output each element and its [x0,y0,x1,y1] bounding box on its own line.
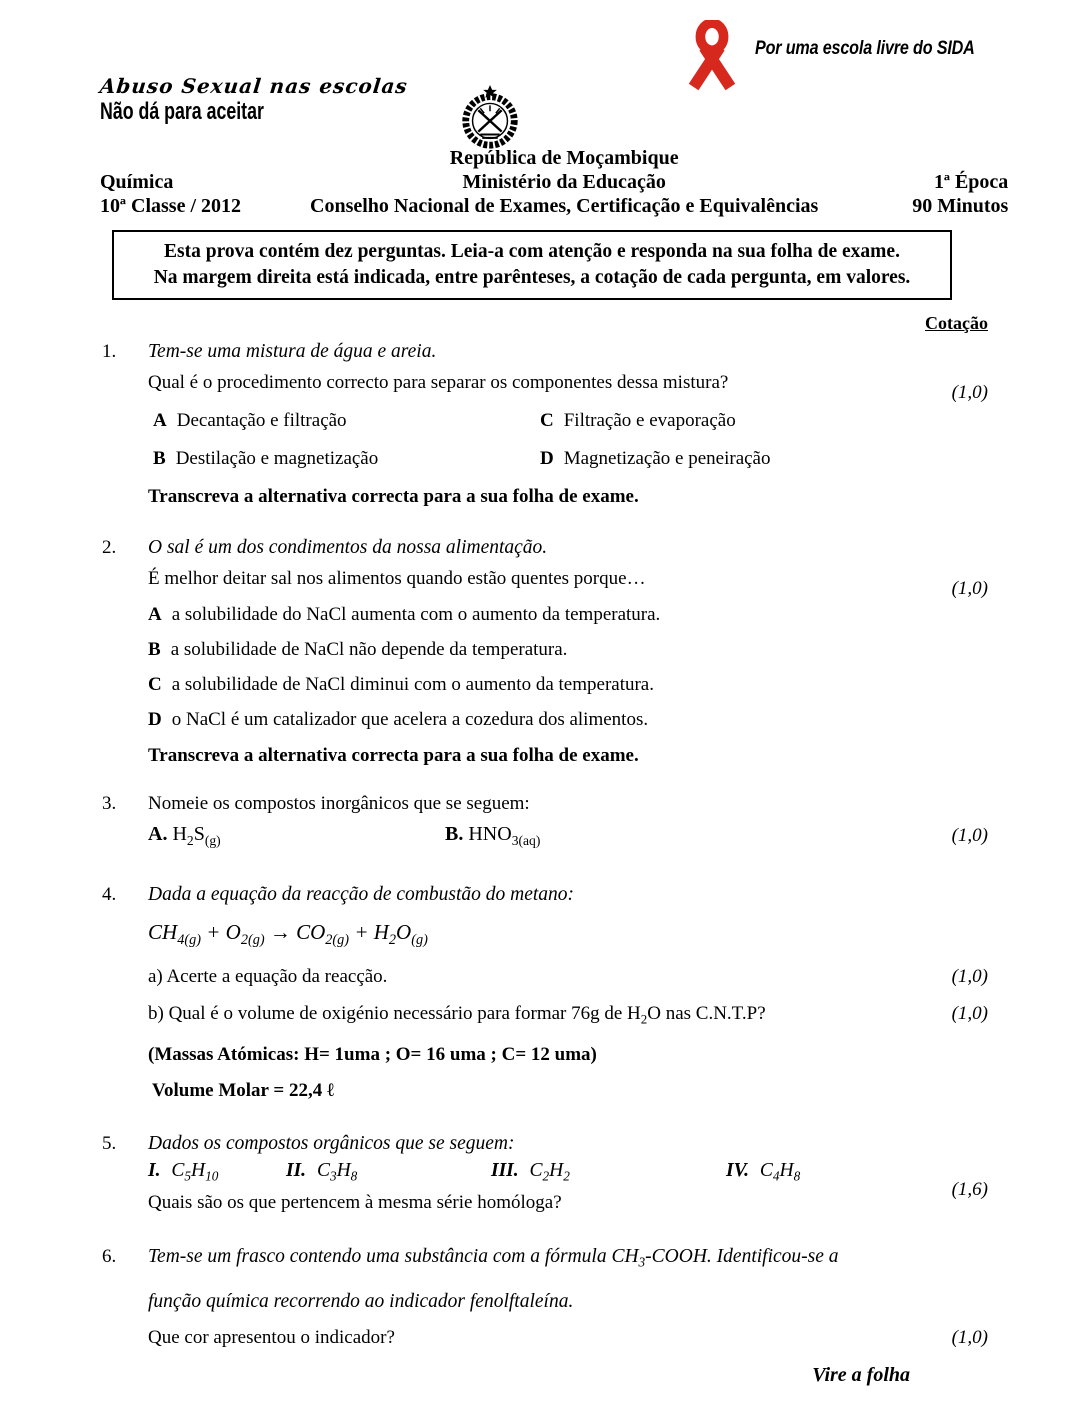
atomic-masses-note: (Massas Atómicas: H= 1uma ; O= 16 uma ; C= 12 uma) [148,1044,597,1066]
council-title: Conselho Nacional de Exames, Certificação e Equivalências [310,195,819,217]
header-right [818,146,1008,218]
question-3 [100,792,988,853]
molar-volume-note: Volume Molar = 22,4 ℓ [152,1080,335,1102]
question-6-intro-line1: Tem-se um frasco contendo uma substância com a fórmula $CH_3$-COOH. Identificou-se a [148,1245,839,1270]
instructions-box [112,230,952,300]
question-5 [100,1132,988,1215]
duration-label: 90 Minutos [912,195,1009,217]
question-6-number: 6. [102,1245,117,1267]
campaign-block [100,74,408,124]
question-4a: a) Acerte a equação da reacção. (1,0) [148,965,988,987]
option-a: A a solubilidade do NaCl aumenta com o aumento da temperatura. [148,604,661,625]
option-a: A Decantação e filtração [153,410,347,431]
option-b: B Destilação e magnetização [153,448,379,469]
question-1-transcribe: Transcreva a alternativa correcta para a sua folha de exame. [148,486,639,507]
turn-page-note: Vire a folha [812,1363,910,1386]
question-3-items [148,822,988,853]
sida-slogan: Por uma escola livre do SIDA [755,38,975,59]
compound-a: A. $H_2S_{(g)}$ [148,823,221,848]
question-5-prompt: Quais são os que pertencem à mesma série homóloga? (1,6) [148,1178,988,1213]
question-1-intro: Tem-se uma mistura de água e areia. [148,341,437,362]
question-4-intro: Dada a equação da reacção de combustão do metano: [148,883,575,905]
exam-header [100,146,1009,218]
compound-b: B. $HNO_{3(aq)}$ [445,823,541,848]
option-d: D Magnetização e peneiração [540,448,771,469]
compound-4: IV. $C_4H_8$ [726,1160,801,1184]
campaign-script-line: Abuso Sexual nas escolas [98,74,410,98]
question-4 [100,883,988,1104]
sida-banner [683,20,1013,96]
score-column-header: Cotação [925,313,988,333]
question-4-number: 4. [102,883,117,905]
question-1 [100,340,988,509]
question-3-score: (1,0) [951,825,988,846]
compound-3: III. $C_2H_2$ [491,1160,570,1184]
combustion-equation: $CH_{4(g)} + O_{2(g)} \to CO_{2(g)} + H_2O_{(g)}$ [148,919,428,948]
question-5-score: (1,6) [951,1178,988,1200]
option-b: B a solubilidade de NaCl não depende da temperatura. [148,639,568,660]
grade-label: 10ª Classe / 2012 [100,195,241,217]
ministry-title: Ministério da Educação [462,171,666,193]
subject-label: Química [100,171,174,193]
epoch-label: 1ª Época [933,171,1009,193]
question-1-score: (1,0) [951,382,988,403]
option-d: D o NaCl é um catalizador que acelera a cozedura dos alimentos. [148,709,649,730]
question-1-prompt: Qual é o procedimento correcto para separar os componentes dessa mistura? (1,0) [148,372,988,403]
question-6-prompt: Que cor apresentou o indicador? (1,0) [148,1326,988,1348]
option-c: C a solubilidade de NaCl diminui com o aumento da temperatura. [148,674,654,695]
question-5-compounds [148,1159,988,1189]
mozambique-emblem-icon [457,84,523,159]
question-2-intro: O sal é um dos condimentos da nossa alimentação. [148,537,548,558]
country-title: República de Moçambique [449,147,679,169]
question-6 [100,1245,988,1350]
question-2-prompt: É melhor deitar sal nos alimentos quando estão quentes porque… (1,0) [148,568,988,599]
red-ribbon-icon [683,20,741,96]
question-3-prompt: Nomeie os compostos inorgânicos que se seguem: [148,793,530,814]
header-center [310,146,818,218]
option-c: C Filtração e evaporação [540,410,736,431]
question-2 [100,536,988,768]
compound-2: II. $C_3H_8$ [286,1160,358,1184]
question-1-options [148,409,988,471]
question-2-number: 2. [102,537,117,558]
campaign-bold-line: Não dá para aceitar [100,98,264,125]
question-4b-score: (1,0) [951,1002,988,1024]
question-3-number: 3. [102,793,117,814]
question-4b: b) Qual é o volume de oxigénio necessário para formar 76g de $H_2O$ nas C.N.T.P? (1,0) [148,1002,988,1027]
question-2-transcribe: Transcreva a alternativa correcta para a sua folha de exame. [148,745,639,766]
question-5-intro: Dados os compostos orgânicos que se seguem: [148,1133,515,1155]
instructions-line1: Esta prova contém dez perguntas. Leia-a com atenção e responda na sua folha de exame. [164,241,900,262]
question-4a-score: (1,0) [951,965,988,987]
question-5-number: 5. [102,1133,117,1155]
question-6-score: (1,0) [951,1326,988,1348]
compound-1: I. $C_5H_{10}$ [148,1160,219,1184]
header-left [100,146,310,218]
question-6-intro-line2: função química recorrendo ao indicador fenolftaleína. [148,1290,574,1312]
question-2-score: (1,0) [951,578,988,599]
question-1-number: 1. [102,341,117,362]
instructions-line2: Na margem direita está indicada, entre parênteses, a cotação de cada pergunta, em valores. [153,267,911,288]
